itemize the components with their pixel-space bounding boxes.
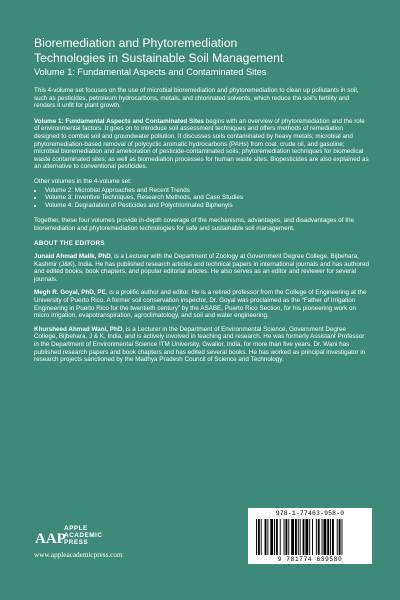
publisher-logo — [34, 524, 154, 550]
intro-paragraph: This 4-volume set focuses on the use of microbial bioremediation and phytoremediation to clean up pollutants in soil, such as pesticides, petroleum hydrocarbons, metals, and chlorinated solvents, which reduce the soil's fertility and renders it unfit for plant growth. — [34, 87, 359, 110]
book-title — [34, 36, 370, 66]
editor-bio — [34, 326, 370, 364]
editor-bio — [34, 289, 370, 319]
editor-bio-text: , is a Lecturer in the Department of Environmental Science, Government Degree College, Bijbehara, J & K, India, and is actively involved in teaching and research. He was formerly Assistant Professor in the Department of Environmental Science ITM University, Gwalior, India, for more than five years. Dr. Wani has published research papers and book chapters and has edited several books. He has worked as principal investigator in research projects sanctioned by the Madhya Pradesh Council of Science and Technology. — [34, 325, 366, 364]
publisher-name-line: APPLE — [64, 525, 88, 532]
isbn-digits: 9 781774 639580 — [277, 556, 343, 563]
volume-1-paragraph — [34, 118, 370, 171]
editor-name: Khursheed Ahmad Wani, PhD — [34, 325, 123, 333]
publisher-name-line: PRESS — [64, 539, 89, 547]
editor-bio-text: , is a prolific author and editor. He is a retired professor from the College of Engineering at the University of Puerto Rico. A former soil conservation inspector, Dr. Goyal was proclaimed as the “Father of Irrigation Engineering in Puerto Rico for the twentieth century” by the ASABE, Puerto Rico Section, for his pioneering work on micro irrigation, evapotranspiration, agroclimatology, and soil and water engineering. — [34, 289, 367, 320]
isbn-number: 978-1-77463-958-0 — [275, 510, 345, 517]
publisher-name — [64, 525, 102, 547]
editor-bio — [34, 253, 370, 283]
volume-subtitle: Volume 1: Fundamental Aspects and Contaminated Sites — [34, 67, 267, 77]
cover-content — [34, 36, 370, 364]
editor-name: Megh R. Goyal, PhD, PE — [34, 289, 106, 297]
other-volumes-list — [34, 187, 370, 210]
svg-text:AAP: AAP — [35, 531, 66, 547]
volume-1-heading: Volume 1: Fundamental Aspects and Contaminated Sites — [34, 117, 205, 125]
title-line-1: Bioremediation and Phytoremediation — [34, 36, 238, 50]
summary-paragraph: Together, these four volumes provide in-depth coverage of the mechanisms, advantages, and disadvantages of the bioremediation and phytoremediation technologies for safe and sustainable soil management. — [34, 216, 354, 232]
other-volume-item: • Volume 2: Microbial Approaches and Recent Trends — [44, 187, 370, 195]
volume-1-description: begins with an overview of phytoremediation and the role of environmental factors. It goes on to introduce soil assessment techniques and offers methods of remediation designed to combat soil and groundwater pollution. It discusses soils contaminated by heavy metals; microbial and phytoremediation-based removal of polycyclic aromatic hydrocarbons (PAHs) from coal, crude oil, and gasoline; microbial bioremediation and amelioration of pesticide-contaminated soils; phytoremediation techniques for biomedical waste contaminated sites; as well as biomediation processes for human waste sites. Biopesticides are also explained as an alternative to conventional pesticides. — [34, 117, 369, 171]
other-volumes-label: Other volumes in the 4-volume set: — [34, 177, 132, 185]
editor-name: Junaid Ahmad Malik, PhD — [34, 253, 111, 261]
editor-bio-text: , is a Lecturer with the Department of Zoology at Government Degree College, Bijbehara, Kashmir (J&K), India. He has published research articles and technical papers in international journals and has authored and edited books, book chapters, and popular editorial articles. He also serves as an editor and reviewer for several journals. — [34, 253, 369, 283]
other-volume-item: • Volume 3: Inventive Techniques, Research Methods, and Case Studies — [44, 194, 370, 202]
editors-heading: ABOUT THE EDITORS — [34, 240, 105, 248]
publisher-website: www.appleacademicpress.com — [34, 551, 123, 559]
publisher-logo-mark — [34, 524, 66, 548]
other-volume-item: • Volume 4: Degradation of Pesticides and Polychlorinated Biphenyls — [44, 202, 370, 210]
publisher-name-line: ACADEMIC — [64, 532, 103, 540]
isbn-barcode — [248, 508, 372, 564]
title-line-2: Technologies in Sustainable Soil Management — [34, 51, 284, 65]
